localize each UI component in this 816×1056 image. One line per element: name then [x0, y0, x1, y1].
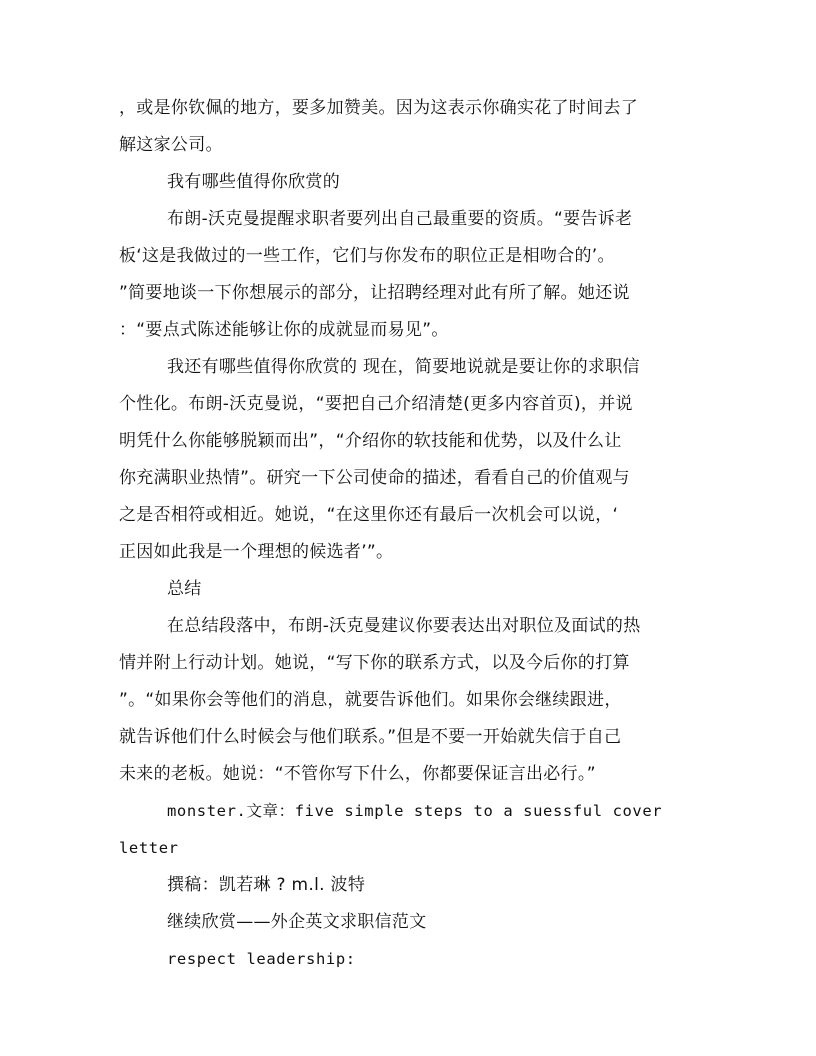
text-line: ”。“如果你会等他们的消息，就要告诉他们。如果你会继续跟进， [119, 690, 622, 710]
text-line: 就告诉他们什么时候会与他们联系。”但是不要一开始就失信于自己 [119, 727, 622, 747]
text-line: ”简要地谈一下你想展示的部分，让招聘经理对此有所了解。她还说 [119, 283, 630, 303]
text-line: ：“要点式陈述能够让你的成就显而易见”。 [119, 320, 449, 340]
text-line: 在总结段落中，布朗-沃克曼建议你要表达出对职位及面试的热 [167, 616, 641, 636]
text-line: 解这家公司。 [119, 135, 223, 155]
section-heading: 我有哪些值得你欣赏的 [167, 172, 340, 192]
author-line: 撰稿：凯若琳 ? m.l. 波特 [167, 875, 366, 895]
text-line: letter [119, 839, 179, 857]
text-line: 继续欣赏——外企英文求职信范文 [167, 912, 427, 932]
text-line: ，或是你钦佩的地方，要多加赞美。因为这表示你确实花了时间去了 [119, 98, 638, 118]
text-line: 之是否相符或相近。她说，“在这里你还有最后一次机会可以说，‘ [119, 505, 619, 525]
text-line: 情并附上行动计划。她说，“写下你的联系方式，以及今后你的打算 [119, 653, 630, 673]
text-line: 个性化。布朗-沃克曼说，“要把自己介绍清楚(更多内容首页)，并说 [119, 394, 633, 414]
section-heading: 总结 [167, 579, 202, 599]
text-line: respect leadership: [167, 950, 356, 968]
text-line: 明凭什么你能够脱颖而出”，“介绍你的软技能和优势，以及什么让 [119, 431, 622, 451]
text-line: 你充满职业热情”。研究一下公司使命的描述，看看自己的价值观与 [119, 468, 630, 488]
text-line: 布朗-沃克曼提醒求职者要列出自己最重要的资质。“要告诉老 [167, 209, 633, 229]
text-line: 未来的老板。她说：“不管你写下什么，你都要保证言出必行。” [119, 764, 596, 784]
text-line: 正因如此我是一个理想的候选者’”。 [119, 542, 394, 562]
text-line: 板‘这是我做过的一些工作，它们与你发布的职位正是相吻合的’。 [119, 246, 615, 266]
text-line: monster.文章：five simple steps to a suessful cover [167, 802, 663, 820]
text-line: 我还有哪些值得你欣赏的 现在，简要地说就是要让你的求职信 [167, 357, 640, 377]
